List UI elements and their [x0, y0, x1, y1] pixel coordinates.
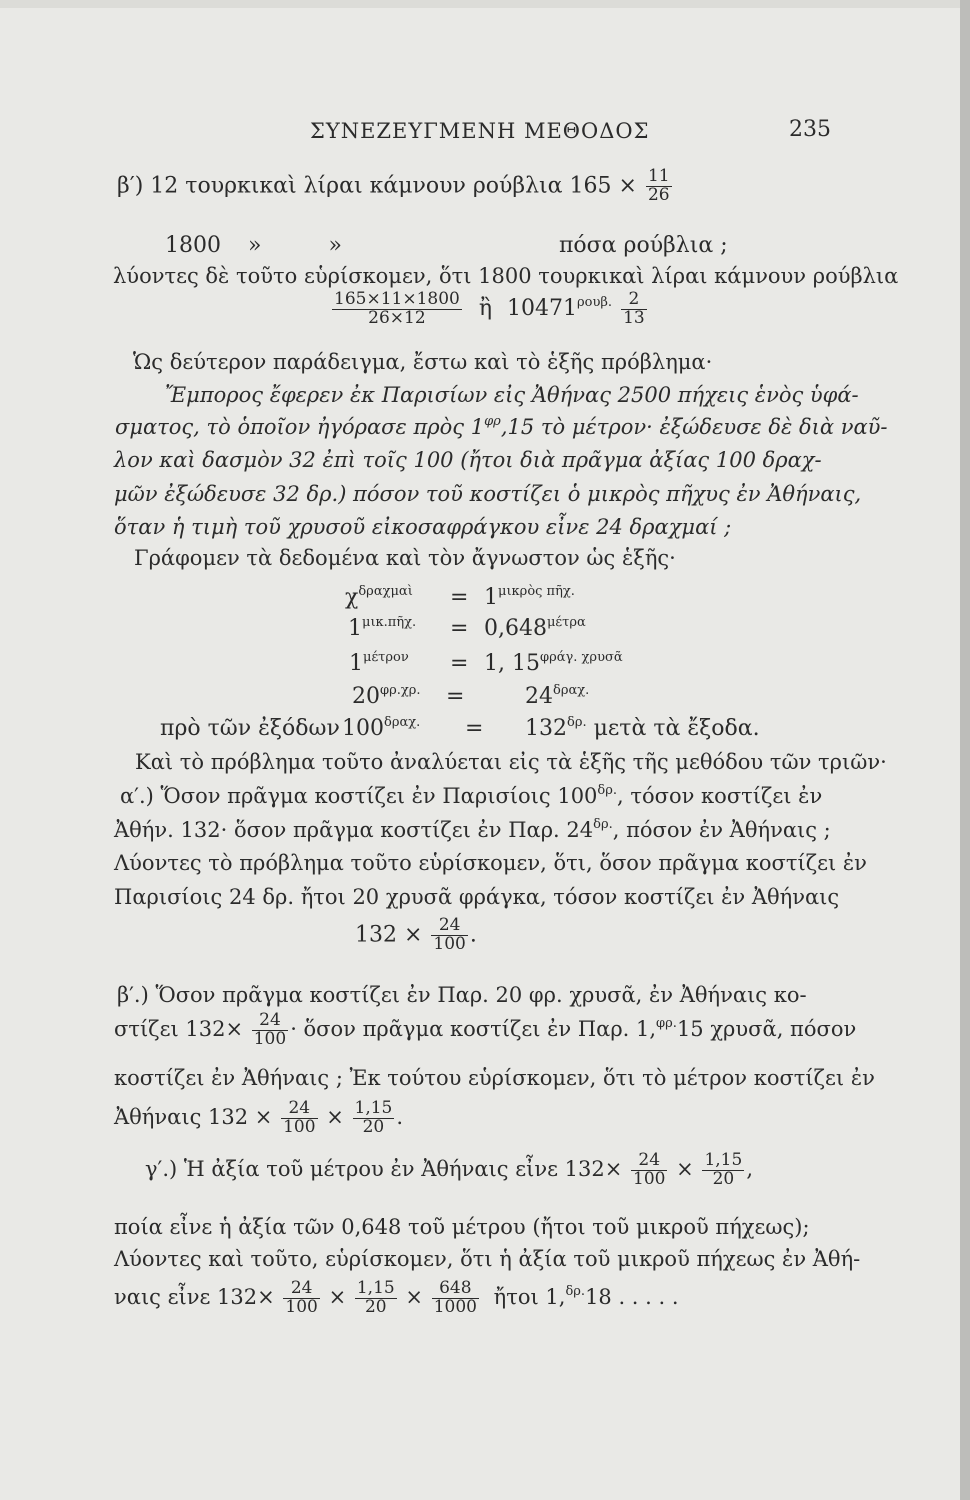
- para2-line2: α′.) Ὅσον πρᾶγμα κοστίζει ἐν Παρισίοις $100^{\delta\rho.}$, τόσον κοστίζει ἐν: [120, 783, 823, 808]
- eq-row-3: $1^{\mu έ\tau\rho o\nu}$: [349, 650, 409, 676]
- beta1-line2: 1800 » » πόσα ρούβλια ;: [165, 233, 728, 258]
- running-header: ΣΥΝΕΖΕΥΓΜΕΝΗ ΜΕΘΟΔΟΣ: [310, 119, 650, 143]
- eq-sign-4: =: [446, 684, 465, 709]
- eq-row-5-pre: πρὸ τῶν ἐξόδων: [160, 716, 340, 741]
- para2-fraction: $\frac{24}{100}$: [433, 915, 466, 954]
- eq-row-4-right: $24^{\delta\rho\alpha\chi.}$: [525, 683, 590, 709]
- para1-line6: ὅταν ἡ τιμὴ τοῦ χρυσοῦ εἰκοσαφράγκου εἶνε 24 δραχμαί ;: [114, 515, 732, 539]
- para2-line5: Παρισίοις 24 δρ. ἤτοι 20 χρυσᾶ φράγκα, τόσον κοστίζει ἐν Ἀθήναις: [114, 885, 840, 909]
- eq-row-5-right: $132^{\delta\rho.}$ μετὰ τὰ ἔξοδα.: [525, 715, 760, 741]
- para4-line3: Λύοντες καὶ τοῦτο, εὑρίσκομεν, ὅτι ἡ ἀξία τοῦ μικροῦ πήχεως ἐν Ἀθή-: [114, 1247, 861, 1271]
- para4-frac-b: $\frac{1,15}{20}$: [704, 1150, 743, 1189]
- para2-math: 132 × $\frac{24}{100}$ .: [355, 915, 477, 954]
- para3-line3: κοστίζει ἐν Ἀθήναις ; Ἐκ τούτου εὑρίσκομεν, ὅτι τὸ μέτρον κοστίζει ἐν: [114, 1066, 875, 1090]
- para1-line1: Ὡς δεύτερον παράδειγμα, ἔστω καὶ τὸ ἑξῆς πρόβλημα·: [133, 350, 713, 374]
- remainder-fraction: $\frac{2}{13}$: [623, 289, 645, 328]
- beta1-line1: [117, 168, 674, 205]
- para4-line1: γ′.) Ἡ ἀξία τοῦ μέτρου ἐν Ἀθήναις εἶνε 132× $\frac{24}{100}$ × $\frac{1,15}{20}$ ,: [145, 1150, 753, 1189]
- para2-line1: Καὶ τὸ πρόβλημα τοῦτο ἀναλύεται εἰς τὰ ἑξῆς τῆς μεθόδου τῶν τριῶν·: [135, 750, 887, 774]
- para2-line3: Ἀθήν. 132· ὅσον πρᾶγμα κοστίζει ἐν Παρ. $24^{\delta\rho.}$, πόσον ἐν Ἀθήναις ;: [114, 817, 831, 842]
- para1-line3: σματος, τὸ ὁποῖον ἠγόρασε πρὸς $1^{\varphi\rho},15$ τὸ μέτρον· ἐξώδευσε δὲ διὰ ναῦ-: [115, 414, 888, 439]
- para3-line2: στίζει 132× $\frac{24}{100}$ · ὅσον πρᾶγμα κοστίζει ἐν Παρ. 1,$^{\varphi\rho.}$15 χρυσᾶ, πόσον: [114, 1010, 857, 1049]
- para4-line4: ναις εἶνε 132× $\frac{24}{100}$ × $\frac{1,15}{20}$ × $\frac{648}{1000}$ ἤτοι 1,$^{\delta\rho.}$18 . . . . .: [114, 1278, 679, 1317]
- eq-row-5: $100^{\delta\rho\alpha\chi.}$: [342, 715, 421, 741]
- para3-fraction: $\frac{24}{100}$: [253, 1010, 287, 1049]
- para3-frac-b: $\frac{1,15}{20}$: [354, 1098, 393, 1137]
- eq-sign-5: =: [465, 716, 484, 741]
- result-fraction: $\frac{165\times 11\times 1800}{26\times 12}$: [334, 289, 460, 328]
- para3-line1: β′.) Ὅσον πρᾶγμα κοστίζει ἐν Παρ. 20 φρ. χρυσᾶ, ἐν Ἀθήναις κο-: [117, 983, 807, 1007]
- para1-line2: Ἔμπορος ἔφερεν ἐκ Παρισίων εἰς Ἀθήνας 2500 πήχεις ἑνὸς ὑφά-: [165, 383, 859, 407]
- eq-row-2: $1^{\mu\iota\kappa.\pi ῆ\chi.}$: [348, 615, 417, 641]
- eq-row-1-right: $1^{\mu\iota\kappa\rho ὸ\varsigma \pi ῆ\chi.}$: [484, 584, 575, 610]
- para3-frac-a: $\frac{24}{100}$: [283, 1098, 316, 1137]
- eq-row-4: $20^{\varphi\rho.\chi\rho.}$: [352, 683, 421, 709]
- page-number: 235: [789, 117, 831, 142]
- para1-line7: Γράφομεν τὰ δεδομένα καὶ τὸν ἄγνωστον ὡς ἑξῆς·: [134, 546, 676, 570]
- para4-line4-frac-c: $\frac{648}{1000}$: [433, 1278, 477, 1317]
- para4-line4-frac-b: $\frac{1,15}{20}$: [356, 1278, 395, 1317]
- eq-row-2-right: $0,648^{\mu έ\tau\rho\alpha}$: [484, 615, 586, 641]
- para2-line4: Λύοντες τὸ πρόβλημα τοῦτο εὑρίσκομεν, ὅτι, ὅσον πρᾶγμα κοστίζει ἐν: [114, 851, 867, 875]
- beta1-line3: λύοντες δὲ τοῦτο εὑρίσκομεν, ὅτι 1800 τουρκικαὶ λίραι κάμνουν ρούβλια: [113, 264, 899, 288]
- eq-sign-2: =: [450, 616, 469, 641]
- eq-sign-3: =: [450, 651, 469, 676]
- beta1-fraction: $\frac{11}{26}$: [647, 166, 670, 205]
- para4-line2: ποία εἶνε ἡ ἀξία τῶν 0,648 τοῦ μέτρου (ἤτοι τοῦ μικροῦ πήχεως);: [114, 1215, 810, 1239]
- para3-line4: Ἀθήναις 132 × $\frac{24}{100}$ × $\frac{1,15}{20}$ .: [114, 1098, 404, 1137]
- para4-line4-frac-a: $\frac{24}{100}$: [285, 1278, 318, 1317]
- page-right-edge: [960, 0, 970, 1500]
- para1-line5: μῶν ἐξώδευσε 32 δρ.) πόσον τοῦ κοστίζει ὁ μικρὸς πῆχυς ἐν Ἀθήναις,: [114, 482, 862, 506]
- para1-line4: λον καὶ δασμὸν 32 ἐπὶ τοῖς 100 (ἤτοι διὰ πρᾶγμα ἀξίας 100 δραχ-: [114, 448, 822, 472]
- beta1-result: $\frac{165\times 11\times 1800}{26\times 12}$ ἢ $10471^{\rho o\upsilon\beta.}$ $\frac{2}{13}$: [334, 289, 645, 328]
- eq-sign-1: =: [450, 585, 469, 610]
- para4-frac-a: $\frac{24}{100}$: [633, 1150, 666, 1189]
- page-top-edge: [0, 0, 970, 8]
- beta1-line1-text: β′) 12 τουρκικαὶ λίραι κάμνουν ρούβλια 165 ×: [117, 173, 637, 199]
- eq-row-1: $\chi^{\delta\rho\alpha\chi\mu\alpha ὶ}$: [345, 584, 413, 610]
- eq-row-3-right: 1, $15^{\varphi\rho ά\gamma. \chi\rho\upsilon\sigma ᾶ}$: [484, 650, 623, 676]
